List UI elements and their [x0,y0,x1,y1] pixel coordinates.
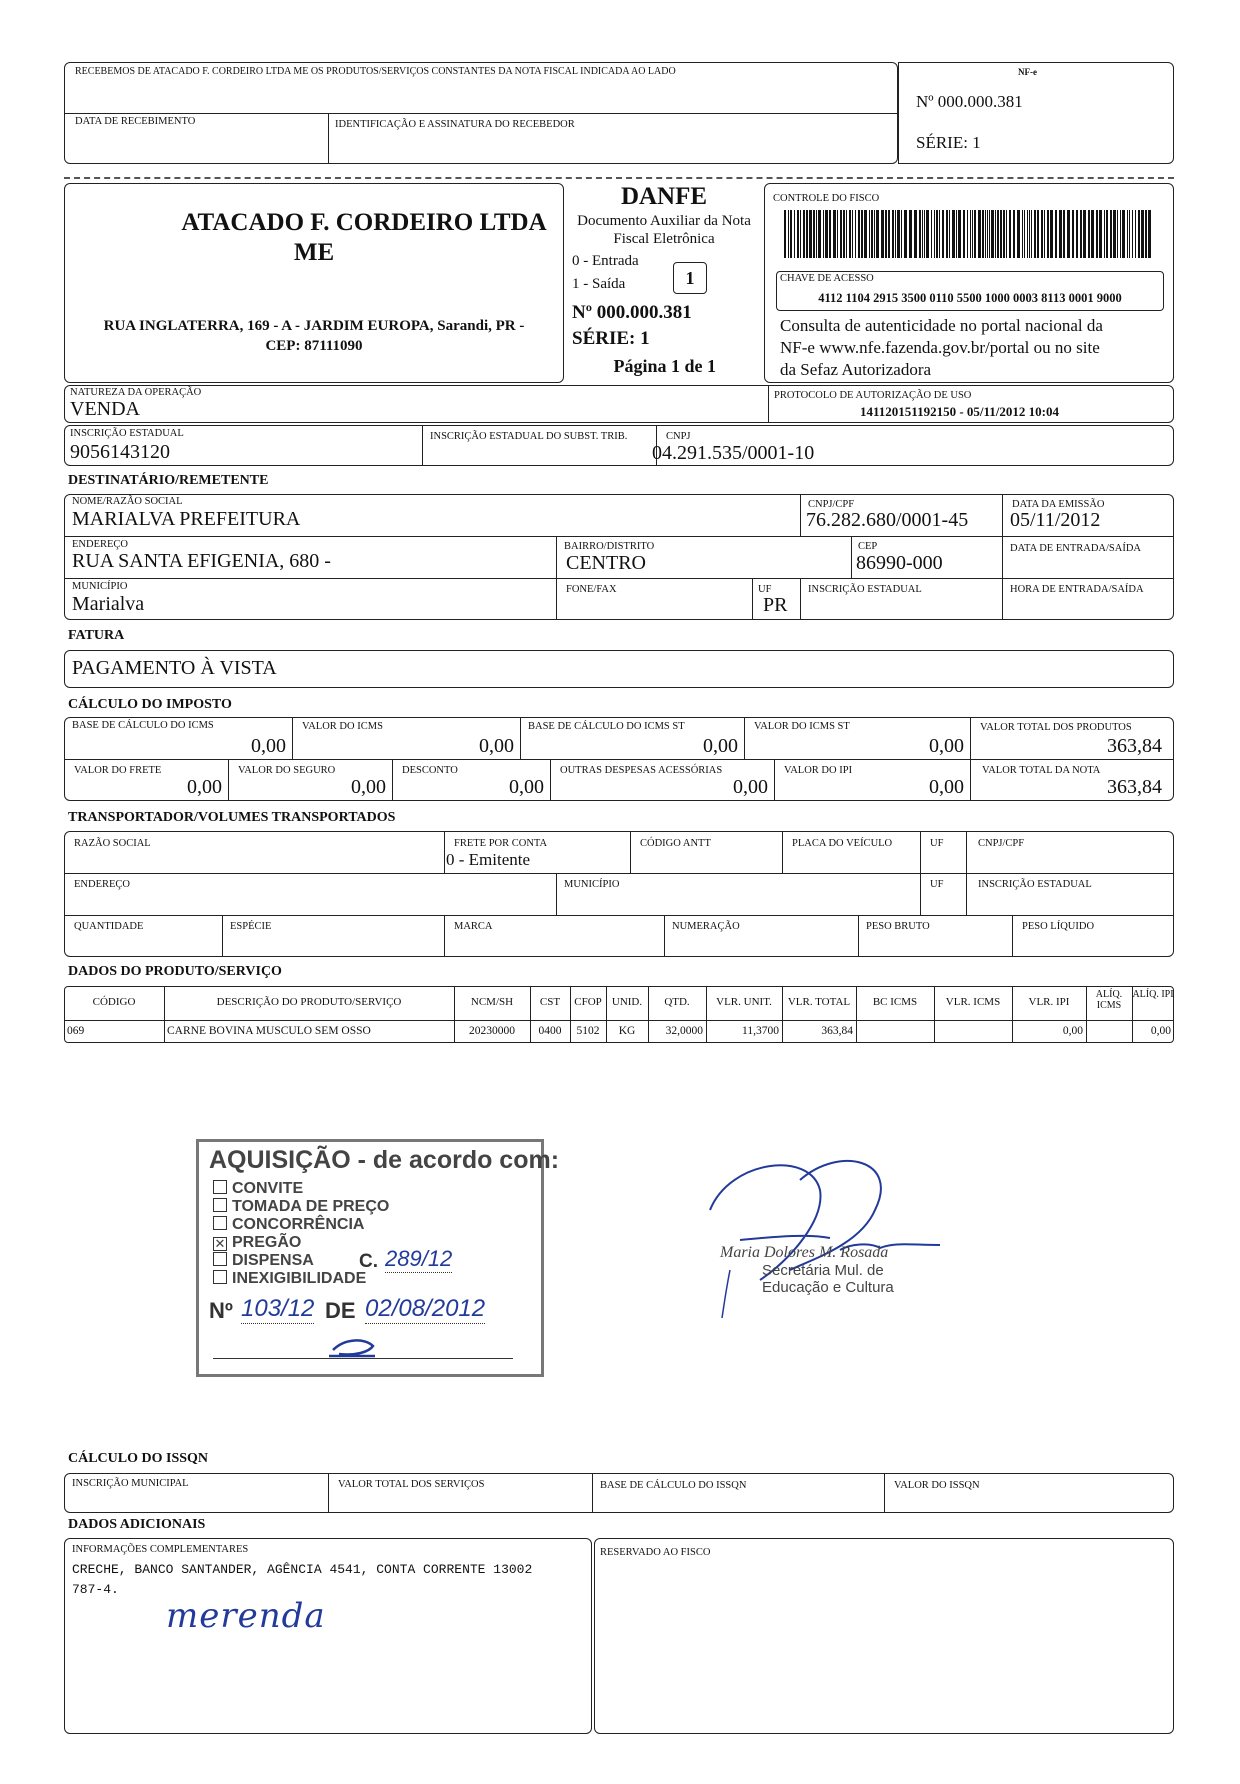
issue-date: 05/11/2012 [1010,509,1101,531]
barcode-bar [855,210,856,258]
recipient-cep: 86990-000 [856,552,943,574]
authorization-protocol: 141120151192150 - 05/11/2012 10:04 [860,404,1059,419]
barcode-bar [833,210,836,258]
cell-ncm: 20230000 [469,1025,515,1037]
stamp-title: AQUISIÇÃO - de acordo com: [209,1146,560,1174]
danfe-page: Página 1 de 1 [613,356,716,376]
barcode-bar [895,210,896,258]
barcode-bar [1050,210,1053,258]
barcode-bar [829,210,831,258]
barcode-bar [816,210,817,258]
icms-base: 0,00 [251,735,286,757]
barcode-bar [849,210,851,258]
payment-terms: PAGAMENTO À VISTA [72,657,277,679]
stamp-c-value: 289/12 [385,1246,453,1271]
col-header-unit: UNID. [611,996,643,1008]
stamp-option-label: PREGÃO [232,1234,302,1251]
danfe-series: SÉRIE: 1 [572,328,650,349]
barcode-bar [803,210,805,258]
barcode-bar [813,210,815,258]
stamp-option-label: TOMADA DE PREÇO [232,1198,390,1215]
barcode-bar [1145,210,1147,258]
icms-st-base: 0,00 [703,735,738,757]
barcode-bar [1096,210,1098,258]
authenticity-note: Consulta de autenticidade no portal nacional da NF-e www.nfe.fazenda.gov.br/portal ou no site da Sefaz Autorizadora [780,316,1103,379]
barcode-bar [987,210,988,258]
recipient-name: MARIALVA PREFEITURA [72,508,301,530]
col-header-unit-price: VLR. UNIT. [716,996,772,1008]
checkbox-icon [213,1216,227,1230]
barcode-bar [881,210,884,258]
recipient-cnpj: 76.282.680/0001-45 [806,509,969,531]
barcode-bar [1029,210,1030,258]
barcode-bar [843,210,845,258]
barcode-bar [1006,210,1007,258]
col-header-code: CÓDIGO [92,996,136,1008]
reserved-box [594,1538,1174,1734]
signer-block [720,1244,894,1296]
stamp-c-label: C. [359,1251,378,1272]
barcode-bar [949,210,950,258]
barcode-bar [1034,210,1036,258]
barcode-bar [997,210,999,258]
barcode [784,210,1154,258]
barcode-bar [837,210,838,258]
issuer-name-line2: ME [293,239,335,266]
barcode-bar [978,210,981,258]
barcode-bar [892,210,894,258]
signer-role-1: Secretária Mul. de [762,1262,884,1279]
barcode-bar [1047,210,1049,258]
col-header-icms-value: VLR. ICMS [945,996,1001,1008]
cell-unit-price: 11,3700 [742,1025,779,1037]
barcode-bar [1076,210,1078,258]
checkbox-icon [213,1180,227,1194]
barcode-bar [1009,210,1011,258]
cell-cfop: 5102 [576,1025,600,1037]
cell-description: CARNE BOVINA MUSCULO SEM OSSO [167,1025,371,1037]
barcode-bar [995,210,996,258]
col-header-qty: QTD. [664,996,690,1008]
stamp-option-label: CONCORRÊNCIA [232,1216,365,1233]
barcode-bar [1104,210,1105,258]
barcode-bar [946,210,948,258]
barcode-bar [972,210,973,258]
barcode-bar [931,210,932,258]
barcode-bar [982,210,984,258]
barcode-bar [1135,210,1136,258]
barcode-bar [1088,210,1090,258]
danfe-number: Nº 000.000.381 [572,302,692,323]
transport-box [64,831,1174,957]
issuer-name-line1: ATACADO F. CORDEIRO LTDA [181,209,547,236]
barcode-bar [1099,210,1102,258]
other-expenses: 0,00 [733,776,768,798]
barcode-bar [1127,210,1128,258]
cell-unit: KG [618,1025,636,1037]
barcode-bar [876,210,879,258]
stamp-option [213,1198,389,1216]
barcode-bar [991,210,994,258]
barcode-bar [1041,210,1043,258]
recipient-address: RUA SANTA EFIGENIA, 680 - [72,550,331,572]
barcode-bar [939,210,940,258]
checked-box-icon: ✕ [214,1236,226,1251]
tax-section-title: CÁLCULO DO IMPOSTO [68,697,232,712]
barcode-bar [1037,210,1039,258]
state-registration: 9056143120 [70,441,170,463]
checkbox-icon [213,1198,227,1212]
recipient-city: Marialva [72,593,145,615]
barcode-bar [942,210,944,258]
barcode-bar [970,210,971,258]
barcode-bar [901,210,902,258]
barcode-bar [874,210,875,258]
transport-section-title: TRANSPORTADOR/VOLUMES TRANSPORTADOS [68,810,396,825]
col-header-bc-icms: BC ICMS [872,996,918,1008]
stub-series: SÉRIE: 1 [916,133,981,152]
barcode-bar [871,210,873,258]
checkbox-icon [213,1270,227,1284]
stamp-n-label: Nº [209,1298,233,1323]
barcode-bar [858,210,860,258]
ipi-value: 0,00 [929,776,964,798]
barcode-bar [936,210,938,258]
barcode-bar [1138,210,1140,258]
barcode-bar [1132,210,1133,258]
operation-type-box: 1 [673,262,707,294]
barcode-bar [790,210,792,258]
cell-code: 069 [67,1025,85,1037]
barcode-bar [974,210,976,258]
stub-number: Nº 000.000.381 [916,92,1023,111]
products-total: 363,84 [1107,735,1162,757]
barcode-bar [967,210,968,258]
barcode-bar [797,210,799,258]
col-header-cfop: CFOP [574,996,602,1008]
barcode-bar [989,210,990,258]
additional-info-text: CRECHE, BANCO SANTANDER, AGÊNCIA 4541, CONTA CORRENTE 13002 787-4. [72,1562,533,1597]
barcode-bar [1044,210,1045,258]
recipient-district: CENTRO [566,552,646,574]
barcode-bar [922,210,923,258]
icms-value: 0,00 [479,735,514,757]
barcode-bar [985,210,986,258]
barcode-bar [1117,210,1118,258]
barcode-bar [825,210,828,258]
barcode-bar [1129,210,1130,258]
access-key: 4112 1104 2915 3500 0110 5500 1000 0003 8113 0001 9000 [818,291,1122,305]
barcode-bar [788,210,789,258]
barcode-bar [1013,210,1015,258]
icms-st-value: 0,00 [929,735,964,757]
barcode-bar [1063,210,1065,258]
barcode-bar [1003,210,1005,258]
barcode-bar [1122,210,1125,258]
receipt-statement: RECEBEMOS DE ATACADO F. CORDEIRO LTDA ME OS PRODUTOS/SERVIÇOS CONSTANTES DA NOTA FISCAL INDICADA AO LADO [75,66,676,77]
barcode-bar [869,210,870,258]
barcode-bar [1072,210,1074,258]
issuer-cnpj: 04.291.535/0001-10 [652,442,815,464]
barcode-bar [794,210,795,258]
barcode-bar [1059,210,1062,258]
handwritten-note: merenda [166,1596,326,1636]
barcode-bar [1027,210,1028,258]
barcode-bar [1031,210,1032,258]
barcode-bar [909,210,912,258]
col-header-ipi-value: VLR. IPI [1028,996,1070,1008]
barcode-bar [885,210,887,258]
issuer-name [64,208,564,268]
barcode-bar [904,210,907,258]
operation-nature: VENDA [70,398,140,420]
receiver-signature-label: IDENTIFICAÇÃO E ASSINATURA DO RECEBEDOR [335,119,575,130]
barcode-bar [1017,210,1020,258]
cell-total: 363,84 [821,1025,853,1037]
stamp-initials [325,1334,385,1364]
col-header-icms-rate: ALÍQ. ICMS [1095,989,1123,1011]
barcode-bar [1055,210,1057,258]
signer-name: Maria Dolores M. Rosada [720,1244,889,1261]
barcode-bar [784,210,786,258]
cell-qty: 32,0000 [665,1025,703,1037]
issqn-section-title: CÁLCULO DO ISSQN [68,1451,209,1466]
barcode-bar [963,210,965,258]
barcode-bar [864,210,867,258]
barcode-bar [809,210,812,258]
barcode-bar [1083,210,1086,258]
additional-section-title: DADOS ADICIONAIS [68,1517,206,1532]
stamp-option-label: CONVITE [232,1180,304,1197]
cell-ipi-rate: 0,00 [1150,1025,1171,1037]
cell-ipi-value: 0,00 [1062,1025,1083,1037]
barcode-bar [1148,210,1151,258]
barcode-bar [956,210,957,258]
barcode-bar [1120,210,1121,258]
stamp-option-label: DISPENSA [232,1252,314,1269]
stamp-n-value: 103/12 [241,1295,315,1322]
barcode-bar [1067,210,1070,258]
procurement-stamp [196,1139,560,1377]
barcode-bar [926,210,929,258]
danfe-title: DANFE [620,183,708,210]
barcode-bar [852,210,853,258]
barcode-bar [1141,210,1144,258]
nfe-label: NF-e [1018,67,1037,77]
col-header-description: DESCRIÇÃO DO PRODUTO/SERVIÇO [216,996,402,1008]
col-header-total: VLR. TOTAL [787,996,851,1008]
stamp-option [213,1270,366,1288]
barcode-bar [806,210,808,258]
recipient-uf: PR [763,594,788,616]
barcode-bar [1024,210,1025,258]
barcode-bar [846,210,847,258]
discount-value: 0,00 [509,776,544,798]
issqn-box [64,1473,1174,1513]
stamp-option [213,1216,364,1234]
barcode-bar [1113,210,1116,258]
stamp-de-label: DE [325,1298,356,1323]
stamp-option-label: INEXIGIBILIDADE [232,1270,367,1287]
barcode-bar [914,210,917,258]
barcode-bar [924,210,925,258]
barcode-bar [919,210,921,258]
insurance-value: 0,00 [351,776,386,798]
invoice-section-title: FATURA [68,628,125,643]
barcode-bar [1110,210,1112,258]
cell-cst: 0400 [538,1025,562,1037]
stamp-option [213,1234,301,1252]
barcode-bar [840,210,842,258]
issuer-address: RUA INGLATERRA, 169 - A - JARDIM EUROPA, Sarandi, PR - CEP: 87111090 [103,318,525,354]
barcode-bar [861,210,863,258]
barcode-bar [1022,210,1023,258]
barcode-bar [1000,210,1002,258]
signer-role-2: Educação e Cultura [762,1279,894,1296]
barcode-bar [958,210,961,258]
stamp-option [213,1180,303,1198]
col-header-ncm: NCM/SH [470,996,514,1008]
recipient-section-title: DESTINATÁRIO/REMETENTE [68,473,269,488]
invoice-total: 363,84 [1107,776,1162,798]
barcode-bar [952,210,955,258]
col-header-cst: CST [539,996,561,1008]
barcode-bar [800,210,801,258]
stamp-option [213,1252,314,1270]
products-section-title: DADOS DO PRODUTO/SERVIÇO [68,964,282,979]
barcode-bar [934,210,935,258]
stamp-date: 02/08/2012 [365,1295,486,1322]
col-header-ipi-rate: ALÍQ. IPI [1132,989,1174,1000]
danfe-block: DANFE Documento Auxiliar da Nota Fiscal Eletrônica 0 - Entrada 1 - Saída 1 Nº 000.000.381 SÉRIE: 1 Página 1 de 1 [566,183,762,383]
barcode-bar [1080,210,1082,258]
freight-mode: 0 - Emitente [446,850,531,869]
freight-value: 0,00 [187,776,222,798]
barcode-bar [1106,210,1108,258]
barcode-bar [897,210,900,258]
barcode-bar [888,210,890,258]
barcode-bar [818,210,821,258]
checkbox-icon [213,1252,227,1266]
barcode-bar [823,210,824,258]
receipt-date-label: DATA DE RECEBIMENTO [75,116,196,127]
barcode-bar [1091,210,1094,258]
